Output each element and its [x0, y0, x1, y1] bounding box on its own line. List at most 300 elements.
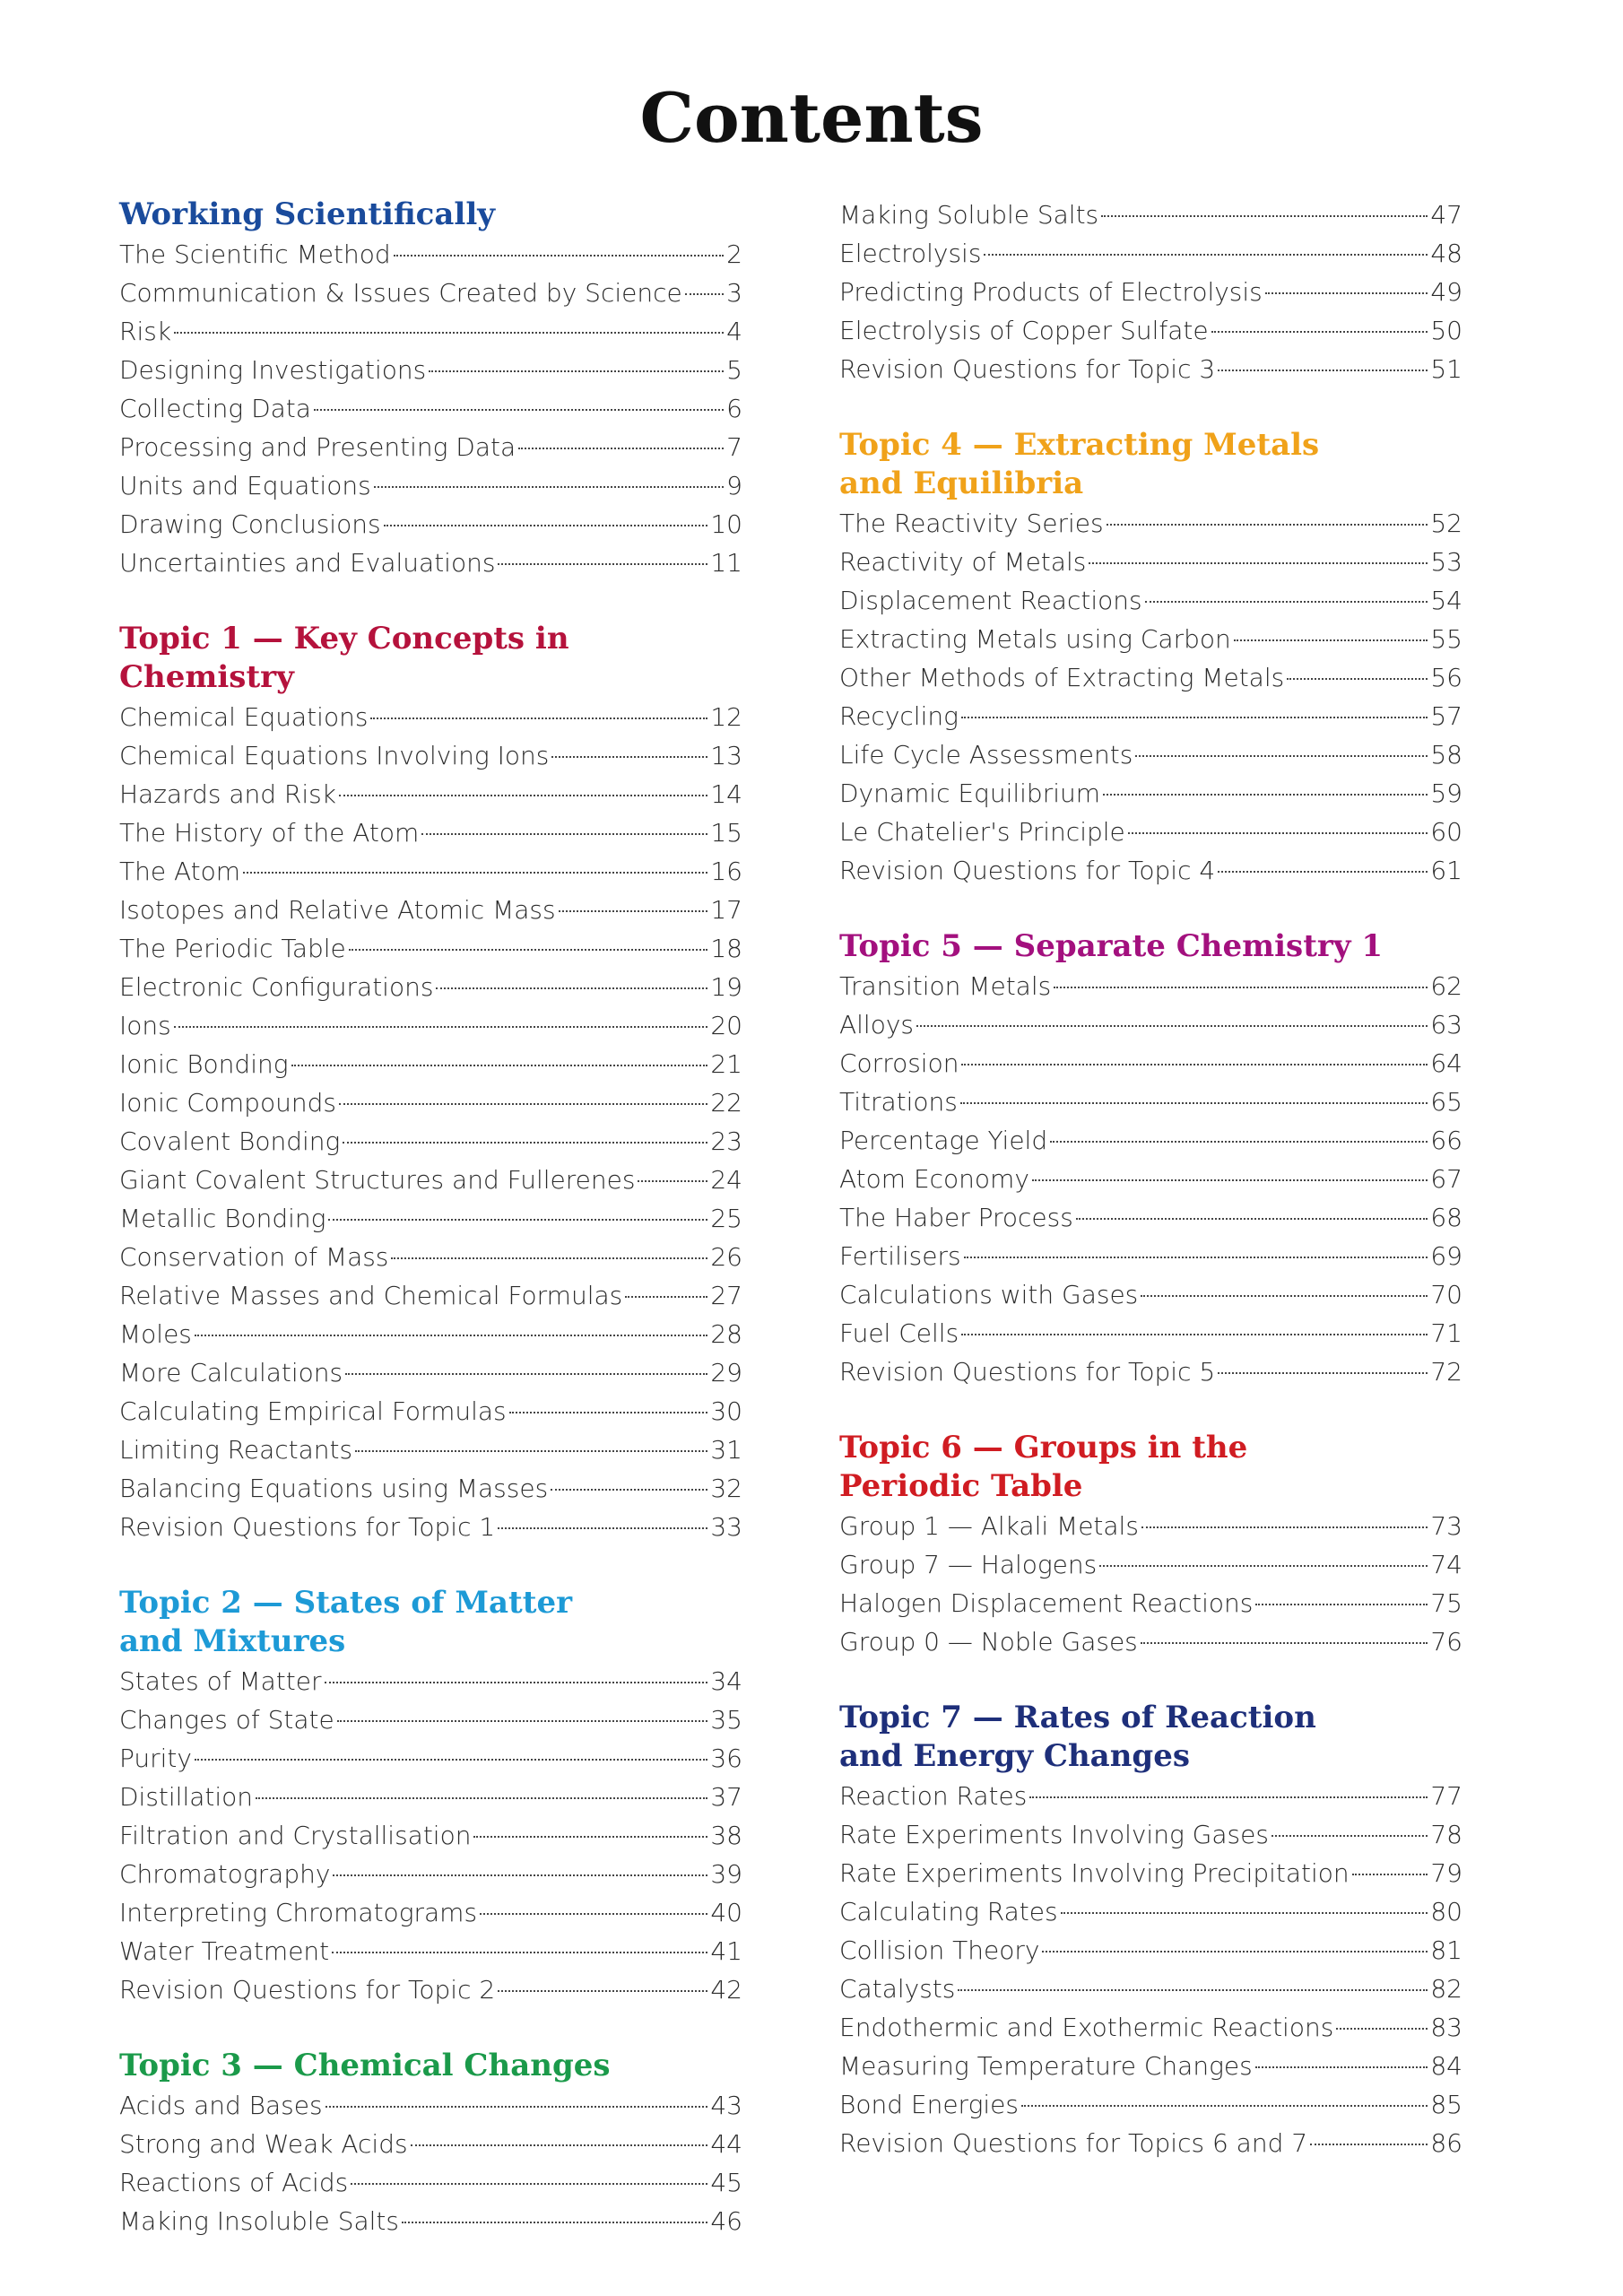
entry-title: Bond Energies	[839, 2090, 1019, 2119]
dot-leader	[429, 370, 724, 372]
entry-page-number: 55	[1430, 624, 1462, 654]
dot-leader	[411, 2144, 708, 2146]
toc-entry[interactable]	[839, 1584, 1462, 1622]
toc-entry[interactable]	[119, 1778, 742, 1816]
toc-entry[interactable]	[119, 813, 742, 852]
entry-title: Hazards and Risk	[119, 779, 336, 809]
entry-page-number: 81	[1430, 1935, 1462, 1965]
dot-leader	[473, 1835, 707, 1838]
toc-entry[interactable]	[119, 736, 742, 775]
entry-title: Limiting Reactants	[119, 1435, 353, 1465]
dot-leader	[328, 1218, 707, 1221]
toc-entry[interactable]	[839, 273, 1462, 311]
entry-page-number: 26	[710, 1242, 742, 1272]
dot-leader	[498, 562, 707, 565]
entry-title: Processing and Presenting Data	[119, 432, 516, 462]
toc-entry[interactable]	[119, 1932, 742, 1970]
entry-title: Ions	[119, 1011, 171, 1040]
toc-entry[interactable]	[119, 505, 742, 544]
toc-section	[119, 196, 742, 582]
entry-title: Metallic Bonding	[119, 1204, 326, 1233]
entry-page-number: 56	[1430, 663, 1462, 692]
toc-entry[interactable]	[119, 389, 742, 428]
toc-entry[interactable]	[119, 1893, 742, 1932]
toc-entry[interactable]	[839, 658, 1462, 697]
dot-leader	[960, 1101, 1428, 1104]
toc-entry[interactable]	[119, 1315, 742, 1353]
entry-page-number: 76	[1430, 1627, 1462, 1657]
entry-page-number: 51	[1430, 354, 1462, 384]
entry-title: Chromatography	[119, 1859, 331, 1889]
toc-entry[interactable]	[839, 967, 1462, 1005]
toc-entry[interactable]	[839, 735, 1462, 774]
dot-leader	[559, 909, 708, 912]
dot-leader	[1061, 1911, 1428, 1914]
dot-leader	[337, 1719, 708, 1722]
section-heading: Topic 5 — Separate Chemistry 1	[839, 928, 1384, 964]
toc-entry[interactable]	[839, 504, 1462, 543]
entry-page-number: 39	[710, 1859, 742, 1889]
dot-leader	[498, 1989, 707, 1992]
toc-entry[interactable]	[119, 235, 742, 274]
toc-entry[interactable]	[119, 1392, 742, 1431]
entry-page-number: 21	[710, 1049, 742, 1079]
dot-leader	[339, 1102, 707, 1105]
entry-page-number: 73	[1430, 1511, 1462, 1541]
entry-title: Uncertainties and Evaluations	[119, 548, 496, 578]
entry-title: Risk	[119, 317, 172, 346]
toc-entry[interactable]	[839, 620, 1462, 658]
entry-title: Making Soluble Salts	[839, 200, 1099, 230]
dot-leader	[291, 1064, 708, 1066]
dot-leader	[1099, 1564, 1428, 1567]
dot-leader	[1042, 1950, 1428, 1952]
dot-leader	[436, 987, 707, 989]
entry-title: Group 1 — Alkali Metals	[839, 1511, 1139, 1541]
toc-entry[interactable]	[119, 466, 742, 505]
entry-title: The Periodic Table	[119, 934, 346, 963]
dot-leader	[961, 716, 1428, 718]
dot-leader	[256, 1796, 707, 1799]
entry-page-number: 33	[710, 1512, 742, 1542]
entry-page-number: 23	[710, 1126, 742, 1156]
entry-title: Corrosion	[839, 1048, 959, 1078]
entry-title: Isotopes and Relative Atomic Mass	[119, 895, 556, 925]
entry-page-number: 29	[710, 1358, 742, 1387]
entry-page-number: 24	[710, 1165, 742, 1195]
toc-entry[interactable]	[839, 1815, 1462, 1854]
toc-entry[interactable]	[119, 1431, 742, 1469]
entry-page-number: 70	[1430, 1280, 1462, 1309]
dot-leader	[333, 1874, 707, 1876]
toc-section	[119, 1584, 742, 2009]
toc-entry[interactable]	[839, 813, 1462, 851]
entry-title: Designing Investigations	[119, 355, 427, 385]
toc-entry[interactable]	[839, 1507, 1462, 1545]
dot-leader	[1211, 330, 1428, 333]
toc-entry[interactable]	[839, 311, 1462, 350]
dot-leader	[345, 1372, 707, 1375]
toc-entry[interactable]	[839, 1352, 1462, 1391]
entry-title: Conservation of Mass	[119, 1242, 389, 1272]
entry-title: Interpreting Chromatograms	[119, 1898, 478, 1927]
entry-title: Displacement Reactions	[839, 586, 1142, 615]
entry-page-number: 59	[1430, 778, 1462, 808]
entry-page-number: 61	[1430, 856, 1462, 885]
entry-page-number: 57	[1430, 701, 1462, 731]
toc-entry[interactable]	[119, 1816, 742, 1855]
entry-title: Predicting Products of Electrolysis	[839, 277, 1263, 307]
toc-entry[interactable]	[839, 350, 1462, 388]
dot-leader	[1141, 1641, 1428, 1644]
entry-title: Calculating Rates	[839, 1897, 1058, 1926]
toc-entry[interactable]	[119, 1045, 742, 1083]
entry-title: States of Matter	[119, 1666, 322, 1696]
toc-entry[interactable]	[119, 1353, 742, 1392]
dot-leader	[518, 447, 724, 449]
entry-page-number: 64	[1430, 1048, 1462, 1078]
entry-title: Extracting Metals using Carbon	[839, 624, 1231, 654]
entry-page-number: 25	[710, 1204, 742, 1233]
toc-entry[interactable]	[119, 1739, 742, 1778]
entry-title: Measuring Temperature Changes	[839, 2051, 1253, 2081]
entry-title: Reaction Rates	[839, 1781, 1028, 1811]
entry-page-number: 32	[710, 1474, 742, 1503]
dot-leader	[1107, 523, 1428, 526]
toc-entry[interactable]	[839, 2008, 1462, 2047]
entry-page-number: 35	[710, 1705, 742, 1735]
toc-entry[interactable]	[119, 312, 742, 351]
toc-entry[interactable]	[119, 544, 742, 582]
section-heading: Topic 4 — Extracting Metals and Equilibria	[839, 427, 1320, 501]
toc-entry[interactable]	[119, 775, 742, 813]
toc-entry[interactable]	[119, 1469, 742, 1508]
dot-leader	[332, 1951, 707, 1953]
entry-title: Revision Questions for Topic 3	[839, 354, 1216, 384]
dot-leader	[1145, 600, 1428, 603]
entry-title: Units and Equations	[119, 471, 371, 500]
dot-leader	[1336, 2027, 1428, 2030]
entry-title: Percentage Yield	[839, 1126, 1048, 1155]
dot-leader	[1050, 1140, 1428, 1143]
dot-leader	[402, 2221, 707, 2223]
entry-title: Water Treatment	[119, 1936, 330, 1966]
dot-leader	[174, 331, 724, 334]
dot-leader	[243, 871, 707, 874]
entry-page-number: 40	[710, 1898, 742, 1927]
entry-page-number: 78	[1430, 1820, 1462, 1849]
entry-page-number: 65	[1430, 1087, 1462, 1117]
entry-title: Endothermic and Exothermic Reactions	[839, 2013, 1334, 2042]
entry-page-number: 38	[710, 1821, 742, 1850]
entry-page-number: 62	[1430, 971, 1462, 1001]
entry-title: Revision Questions for Topic 5	[839, 1357, 1216, 1387]
toc-entry[interactable]	[119, 968, 742, 1006]
dot-leader	[325, 2105, 708, 2108]
entry-title: Ionic Bonding	[119, 1049, 289, 1079]
toc-entry[interactable]	[119, 1122, 742, 1161]
toc-entry[interactable]	[119, 1970, 742, 2009]
toc-entry[interactable]	[119, 852, 742, 891]
entry-page-number: 6	[726, 394, 742, 423]
toc-entry[interactable]	[839, 196, 1462, 234]
toc-entry[interactable]	[839, 1931, 1462, 1970]
toc-entry[interactable]	[839, 1970, 1462, 2008]
dot-leader	[638, 1179, 707, 1182]
dot-leader	[343, 1141, 707, 1144]
entry-page-number: 77	[1430, 1781, 1462, 1811]
entry-title: Revision Questions for Topic 4	[839, 856, 1216, 885]
section-heading: Topic 1 — Key Concepts in Chemistry	[119, 621, 569, 695]
toc-entry[interactable]	[839, 1854, 1462, 1892]
toc-entry[interactable]	[839, 1083, 1462, 1121]
toc-entry[interactable]	[119, 1700, 742, 1739]
entry-title: Revision Questions for Topics 6 and 7	[839, 2128, 1308, 2158]
dot-leader	[1352, 1873, 1428, 1875]
entry-page-number: 79	[1430, 1858, 1462, 1888]
dot-leader	[1271, 1834, 1428, 1837]
entry-title: Rate Experiments Involving Precipitation	[839, 1858, 1350, 1888]
entry-page-number: 44	[710, 2129, 742, 2159]
entry-title: Collision Theory	[839, 1935, 1040, 1965]
entry-page-number: 41	[710, 1936, 742, 1966]
toc-entry[interactable]	[839, 1005, 1462, 1044]
section-heading: Topic 6 — Groups in the Periodic Table	[839, 1430, 1248, 1504]
entry-title: Drawing Conclusions	[119, 509, 381, 539]
toc-entry[interactable]	[839, 234, 1462, 273]
entry-title: Group 7 — Halogens	[839, 1550, 1098, 1579]
toc-entry[interactable]	[839, 1121, 1462, 1160]
entry-page-number: 84	[1430, 2051, 1462, 2081]
dot-leader	[1054, 986, 1428, 988]
entry-page-number: 16	[710, 857, 742, 886]
toc-entry[interactable]	[119, 2202, 742, 2240]
entry-title: Strong and Weak Acids	[119, 2129, 408, 2159]
entry-title: Dynamic Equilibrium	[839, 778, 1101, 808]
dot-leader	[984, 253, 1428, 256]
entry-title: Chemical Equations Involving Ions	[119, 741, 550, 770]
dot-leader	[551, 755, 707, 758]
toc-entry[interactable]	[119, 351, 742, 389]
dot-leader	[351, 2182, 707, 2185]
dot-leader	[1103, 793, 1428, 796]
entry-title: The Reactivity Series	[839, 509, 1104, 538]
entry-page-number: 2	[726, 239, 742, 269]
entry-page-number: 69	[1430, 1241, 1462, 1271]
toc-entry[interactable]	[839, 1622, 1462, 1661]
dot-leader	[384, 524, 708, 526]
entry-page-number: 3	[726, 278, 742, 308]
section-heading: Topic 7 — Rates of Reaction and Energy Changes	[839, 1700, 1316, 1774]
toc-entry[interactable]	[119, 274, 742, 312]
dot-leader	[480, 1912, 707, 1915]
dot-leader	[509, 1411, 708, 1413]
entry-page-number: 86	[1430, 2128, 1462, 2158]
entry-page-number: 53	[1430, 547, 1462, 577]
entry-page-number: 80	[1430, 1897, 1462, 1926]
dot-leader	[314, 408, 724, 411]
toc-entry[interactable]	[119, 1083, 742, 1122]
entry-title: Communication & Issues Created by Science	[119, 278, 682, 308]
entry-title: Revision Questions for Topic 2	[119, 1975, 496, 2005]
dot-leader	[421, 832, 707, 835]
toc-entry[interactable]	[839, 1892, 1462, 1931]
toc-entry[interactable]	[839, 2124, 1462, 2162]
entry-page-number: 47	[1430, 200, 1462, 230]
dot-leader	[551, 1488, 707, 1491]
entry-title: Catalysts	[839, 1974, 956, 2004]
entry-page-number: 42	[710, 1975, 742, 2005]
toc-entry[interactable]	[119, 1855, 742, 1893]
toc-entry[interactable]	[839, 1237, 1462, 1275]
entry-page-number: 20	[710, 1011, 742, 1040]
entry-title: Transition Metals	[839, 971, 1052, 1001]
toc-entry[interactable]	[119, 1006, 742, 1045]
dot-leader	[1141, 1294, 1428, 1297]
dot-leader	[964, 1256, 1428, 1258]
toc-section	[119, 620, 742, 1546]
entry-title: The Scientific Method	[119, 239, 391, 269]
dot-leader	[1101, 214, 1428, 217]
toc-entry[interactable]	[839, 543, 1462, 581]
entry-title: The History of the Atom	[119, 818, 420, 848]
entry-page-number: 66	[1430, 1126, 1462, 1155]
entry-page-number: 46	[710, 2206, 742, 2236]
entry-title: Titrations	[839, 1087, 958, 1117]
entry-page-number: 52	[1430, 509, 1462, 538]
toc-entry[interactable]	[119, 1662, 742, 1700]
entry-title: Life Cycle Assessments	[839, 740, 1133, 770]
dot-leader	[1218, 1371, 1428, 1374]
entry-title: Le Chatelier's Principle	[839, 817, 1125, 847]
toc-entry[interactable]	[839, 581, 1462, 620]
entry-page-number: 11	[710, 548, 742, 578]
entry-title: Group 0 — Noble Gases	[839, 1627, 1138, 1657]
dot-leader	[1089, 561, 1428, 564]
entry-page-number: 30	[710, 1396, 742, 1426]
toc-entry[interactable]	[119, 2163, 742, 2202]
entry-page-number: 22	[710, 1088, 742, 1118]
entry-page-number: 82	[1430, 1974, 1462, 2004]
entry-page-number: 48	[1430, 239, 1462, 268]
toc-entry[interactable]	[839, 2085, 1462, 2124]
dot-leader	[1310, 2143, 1428, 2145]
dot-leader	[1218, 870, 1428, 873]
entry-title: Revision Questions for Topic 1	[119, 1512, 496, 1542]
dot-leader	[195, 1758, 707, 1761]
dot-leader	[195, 1334, 707, 1336]
entry-title: The Atom	[119, 857, 241, 886]
entry-title: Acids and Bases	[119, 2091, 323, 2120]
entry-page-number: 75	[1430, 1588, 1462, 1618]
entry-page-number: 68	[1430, 1203, 1462, 1232]
entry-title: Changes of State	[119, 1705, 334, 1735]
entry-title: Covalent Bonding	[119, 1126, 341, 1156]
toc-entry[interactable]	[839, 1198, 1462, 1237]
entry-title: Balancing Equations using Masses	[119, 1474, 549, 1503]
entry-page-number: 19	[710, 972, 742, 1002]
toc-entry[interactable]	[839, 697, 1462, 735]
entry-title: Collecting Data	[119, 394, 311, 423]
entry-page-number: 72	[1430, 1357, 1462, 1387]
dot-leader	[1141, 1526, 1428, 1528]
toc-entry[interactable]	[839, 774, 1462, 813]
entry-page-number: 17	[710, 895, 742, 925]
entry-page-number: 37	[710, 1782, 742, 1812]
toc-entry[interactable]	[839, 1545, 1462, 1584]
entry-title: Alloys	[839, 1010, 915, 1039]
toc-entry[interactable]	[119, 929, 742, 968]
toc-entry[interactable]	[839, 1160, 1462, 1198]
entry-title: The Haber Process	[839, 1203, 1073, 1232]
toc-entry[interactable]	[839, 1275, 1462, 1314]
entry-title: More Calculations	[119, 1358, 343, 1387]
entry-page-number: 60	[1430, 817, 1462, 847]
entry-title: Giant Covalent Structures and Fullerenes	[119, 1165, 636, 1195]
entry-title: Purity	[119, 1744, 192, 1773]
dot-leader	[498, 1526, 707, 1529]
entry-page-number: 36	[710, 1744, 742, 1773]
toc-section	[839, 426, 1462, 890]
toc-entry[interactable]	[119, 698, 742, 736]
entry-page-number: 67	[1430, 1164, 1462, 1194]
entry-page-number: 34	[710, 1666, 742, 1696]
toc-entry[interactable]	[119, 1238, 742, 1276]
dot-leader	[625, 1295, 707, 1298]
dot-leader	[1029, 1796, 1428, 1798]
toc-entry[interactable]	[839, 1777, 1462, 1815]
entry-page-number: 58	[1430, 740, 1462, 770]
entry-title: Distillation	[119, 1782, 254, 1812]
entry-title: Reactivity of Metals	[839, 547, 1087, 577]
section-heading: Topic 3 — Chemical Changes	[119, 2048, 611, 2083]
dot-leader	[1255, 2066, 1428, 2068]
entry-title: Reactions of Acids	[119, 2168, 349, 2197]
toc-entry[interactable]	[119, 428, 742, 466]
dot-leader	[370, 717, 707, 719]
toc-entry[interactable]	[839, 2047, 1462, 2085]
entry-title: Filtration and Crystallisation	[119, 1821, 472, 1850]
dot-leader	[916, 1024, 1428, 1027]
entry-title: Calculations with Gases	[839, 1280, 1139, 1309]
right-column	[839, 196, 1462, 2200]
entry-title: Calculating Empirical Formulas	[119, 1396, 507, 1426]
toc-entry[interactable]	[839, 851, 1462, 890]
toc-entry[interactable]	[119, 2125, 742, 2163]
entry-page-number: 49	[1430, 277, 1462, 307]
dot-leader	[961, 1063, 1428, 1065]
toc-entry[interactable]	[119, 1508, 742, 1546]
entry-page-number: 12	[710, 702, 742, 732]
entry-page-number: 28	[710, 1319, 742, 1349]
toc-entry[interactable]	[119, 2086, 742, 2125]
toc-entry[interactable]	[839, 1314, 1462, 1352]
dot-leader	[961, 1333, 1428, 1335]
entry-title: Other Methods of Extracting Metals	[839, 663, 1285, 692]
toc-entry[interactable]	[119, 891, 742, 929]
dot-leader	[1032, 1178, 1428, 1181]
toc-section	[839, 1429, 1462, 1661]
section-heading: Topic 2 — States of Matter and Mixtures	[119, 1585, 573, 1659]
entry-page-number: 14	[710, 779, 742, 809]
toc-section	[839, 196, 1462, 388]
toc-entry[interactable]	[839, 1044, 1462, 1083]
toc-entry[interactable]	[119, 1161, 742, 1199]
dot-leader	[1128, 831, 1428, 834]
entry-page-number: 27	[710, 1281, 742, 1310]
toc-entry[interactable]	[119, 1276, 742, 1315]
toc-entry[interactable]	[119, 1199, 742, 1238]
